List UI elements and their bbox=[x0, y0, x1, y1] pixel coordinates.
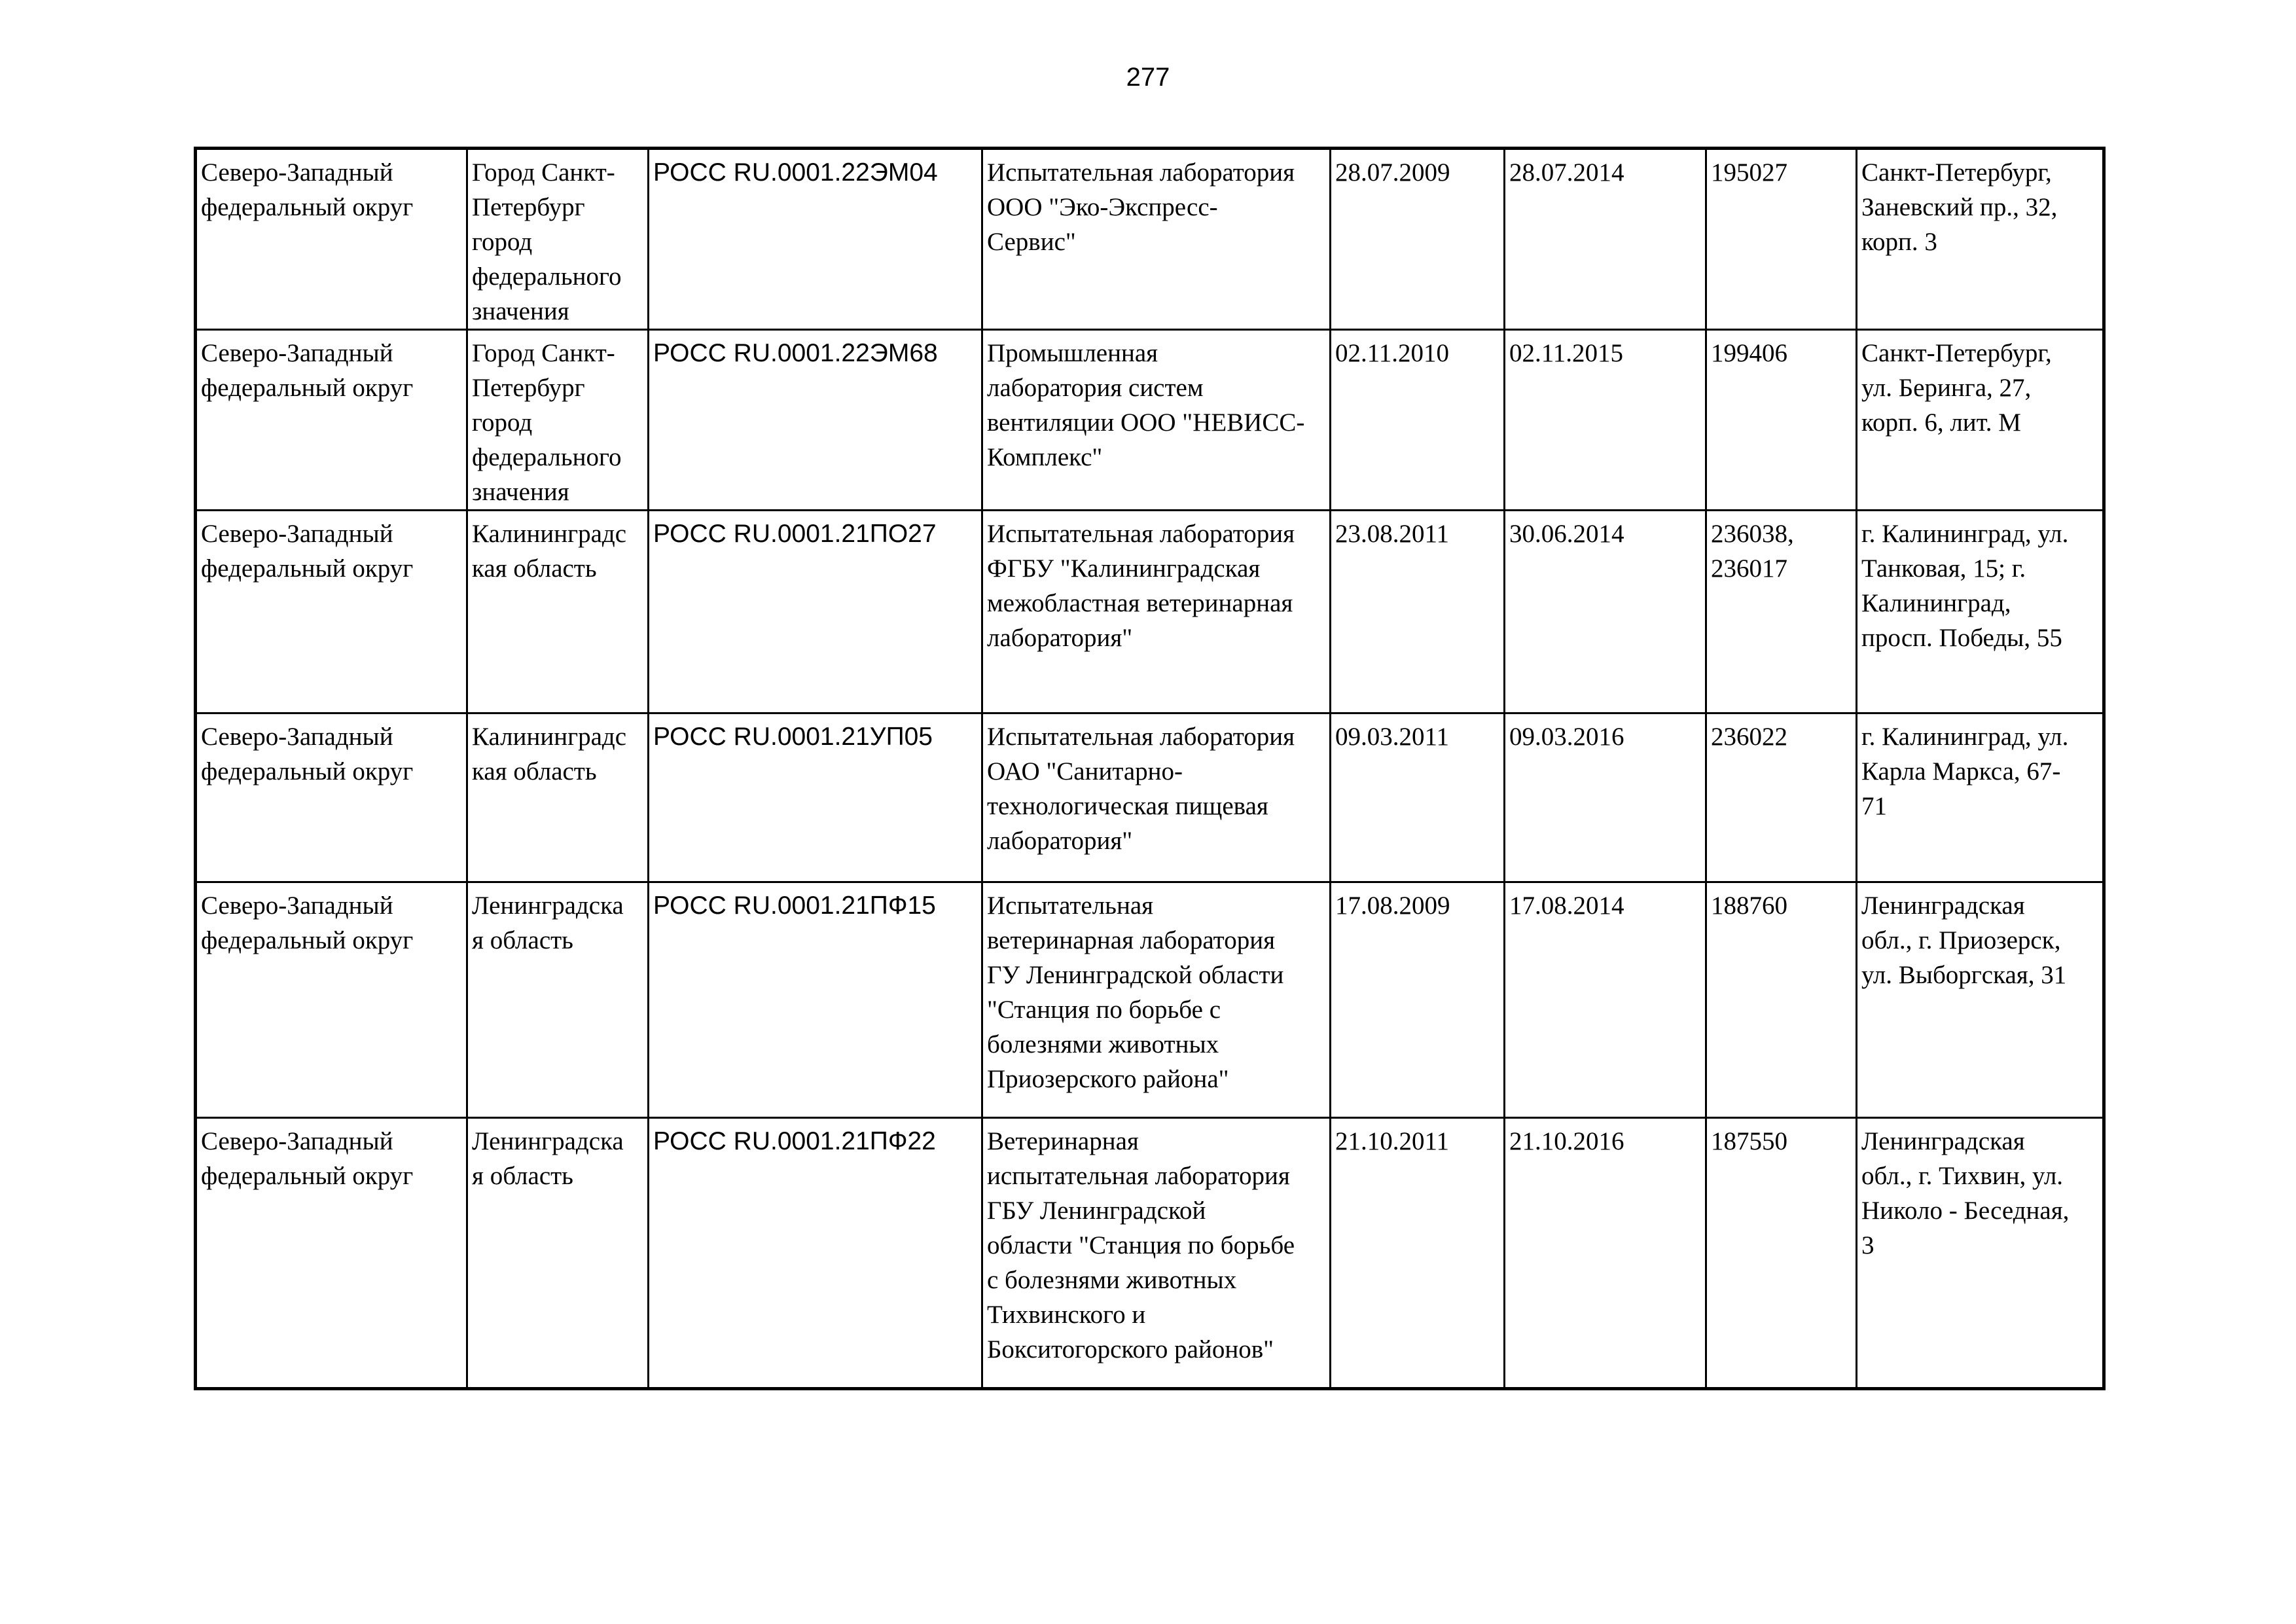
region-cell bbox=[467, 1118, 649, 1389]
region-cell bbox=[467, 713, 649, 882]
cell-line: РОСС RU.0001.22ЭМ68 bbox=[653, 339, 938, 367]
district-cell bbox=[196, 1118, 467, 1389]
page-number: 277 bbox=[1126, 63, 1170, 92]
cell-line: 30.06.2014 bbox=[1509, 520, 1624, 548]
cell-line: Заневский пр., 32, bbox=[1861, 193, 2058, 221]
district-cell bbox=[196, 882, 467, 1118]
cell-line: кая область bbox=[472, 757, 597, 785]
cell-line: РОСС RU.0001.21ПФ15 bbox=[653, 892, 936, 920]
cell-line: ООО "Эко-Экспресс- bbox=[987, 193, 1218, 221]
cell-line: 21.10.2016 bbox=[1509, 1127, 1624, 1155]
cell-line: ул. Выборгская, 31 bbox=[1861, 961, 2067, 989]
registry-body bbox=[196, 149, 2104, 1389]
cell-line: 236017 bbox=[1711, 554, 1787, 583]
region-cell bbox=[467, 882, 649, 1118]
postcode-cell bbox=[1706, 1118, 1857, 1389]
cell-line: 02.11.2010 bbox=[1335, 339, 1450, 367]
cell-line: Ленинградска bbox=[472, 892, 624, 920]
table-row bbox=[196, 1118, 2104, 1389]
cell-line: "Станция по борьбе с bbox=[987, 996, 1221, 1024]
address-cell bbox=[1857, 511, 2104, 713]
table-row bbox=[196, 713, 2104, 882]
cell-line: корп. 3 bbox=[1861, 228, 1937, 256]
cell-line: 23.08.2011 bbox=[1335, 520, 1450, 548]
table-row bbox=[196, 149, 2104, 330]
cell-line: ОАО "Санитарно- bbox=[987, 757, 1183, 785]
cell-line: обл., г. Тихвин, ул. bbox=[1861, 1162, 2064, 1190]
cell-line: Промышленная bbox=[987, 339, 1158, 367]
date-from-cell bbox=[1331, 330, 1505, 511]
cell-line: технологическая пищевая bbox=[987, 792, 1268, 820]
cell-line: Тихвинского и bbox=[987, 1301, 1146, 1329]
cell-line: Санкт-Петербург, bbox=[1861, 158, 2052, 187]
cell-line: болезнями животных bbox=[987, 1030, 1219, 1058]
laboratory-name-cell bbox=[982, 330, 1331, 511]
postcode-cell bbox=[1706, 149, 1857, 330]
accreditation-code-cell bbox=[649, 1118, 982, 1389]
cell-line: Испытательная bbox=[987, 892, 1154, 920]
cell-line: Николо - Беседная, bbox=[1861, 1197, 2070, 1225]
cell-line: значения bbox=[472, 297, 569, 325]
cell-line: 3 bbox=[1861, 1231, 1874, 1259]
cell-line: 199406 bbox=[1711, 339, 1787, 367]
cell-line: Санкт-Петербург, bbox=[1861, 339, 2052, 367]
cell-line: Танковая, 15; г. bbox=[1861, 554, 2026, 583]
accreditation-code-cell bbox=[649, 713, 982, 882]
cell-line: Ветеринарная bbox=[987, 1127, 1139, 1155]
cell-line: Северо-Западный bbox=[201, 892, 393, 920]
cell-line: Ленинградская bbox=[1861, 1127, 2025, 1155]
address-cell bbox=[1857, 149, 2104, 330]
cell-line: значения bbox=[472, 478, 569, 506]
cell-line: межобластная ветеринарная bbox=[987, 589, 1293, 617]
date-from-cell bbox=[1331, 882, 1505, 1118]
cell-line: федеральный округ bbox=[201, 193, 414, 221]
cell-line: я область bbox=[472, 926, 573, 954]
cell-line: 17.08.2014 bbox=[1509, 892, 1624, 920]
cell-line: Город Санкт- bbox=[472, 339, 615, 367]
cell-line: 28.07.2014 bbox=[1509, 158, 1624, 187]
cell-line: Ленинградска bbox=[472, 1127, 624, 1155]
date-from-cell bbox=[1331, 511, 1505, 713]
region-cell bbox=[467, 511, 649, 713]
cell-line: РОСС RU.0001.22ЭМ04 bbox=[653, 158, 938, 187]
cell-line: Северо-Западный bbox=[201, 1127, 393, 1155]
cell-line: город bbox=[472, 408, 533, 437]
laboratory-name-cell bbox=[982, 511, 1331, 713]
district-cell bbox=[196, 330, 467, 511]
cell-line: Северо-Западный bbox=[201, 158, 393, 187]
cell-line: лаборатория" bbox=[987, 624, 1133, 652]
date-to-cell bbox=[1505, 1118, 1706, 1389]
cell-line: я область bbox=[472, 1162, 573, 1190]
date-from-cell bbox=[1331, 1118, 1505, 1389]
cell-line: Калининградс bbox=[472, 520, 627, 548]
cell-line: Испытательная лаборатория bbox=[987, 723, 1295, 751]
date-to-cell bbox=[1505, 713, 1706, 882]
cell-line: 09.03.2011 bbox=[1335, 723, 1450, 751]
cell-line: РОСС RU.0001.21ПО27 bbox=[653, 520, 937, 548]
district-cell bbox=[196, 149, 467, 330]
cell-line: 187550 bbox=[1711, 1127, 1787, 1155]
cell-line: федеральный округ bbox=[201, 374, 414, 402]
cell-line: Северо-Западный bbox=[201, 723, 393, 751]
table-row bbox=[196, 511, 2104, 713]
cell-line: ветеринарная лаборатория bbox=[987, 926, 1276, 954]
address-cell bbox=[1857, 1118, 2104, 1389]
cell-line: 236038, bbox=[1711, 520, 1794, 548]
cell-line: 02.11.2015 bbox=[1509, 339, 1624, 367]
postcode-cell bbox=[1706, 330, 1857, 511]
cell-line: Калининградс bbox=[472, 723, 627, 751]
cell-line: федеральный округ bbox=[201, 1162, 414, 1190]
cell-line: федеральный округ bbox=[201, 926, 414, 954]
cell-line: ФГБУ "Калининградская bbox=[987, 554, 1261, 583]
cell-line: испытательная лаборатория bbox=[987, 1162, 1290, 1190]
date-to-cell bbox=[1505, 511, 1706, 713]
laboratory-name-cell bbox=[982, 1118, 1331, 1389]
cell-line: Сервис" bbox=[987, 228, 1076, 256]
laboratory-name-cell bbox=[982, 149, 1331, 330]
cell-line: области "Станция по борьбе bbox=[987, 1231, 1295, 1259]
laboratory-name-cell bbox=[982, 882, 1331, 1118]
date-to-cell bbox=[1505, 149, 1706, 330]
cell-line: ГБУ Ленинградской bbox=[987, 1197, 1206, 1225]
cell-line: ул. Беринга, 27, bbox=[1861, 374, 2032, 402]
date-to-cell bbox=[1505, 330, 1706, 511]
cell-line: 195027 bbox=[1711, 158, 1787, 187]
cell-line: кая область bbox=[472, 554, 597, 583]
table-row bbox=[196, 882, 2104, 1118]
cell-line: просп. Победы, 55 bbox=[1861, 624, 2062, 652]
cell-line: ГУ Ленинградской области bbox=[987, 961, 1284, 989]
cell-line: Бокситогорского районов" bbox=[987, 1335, 1274, 1363]
laboratory-registry-table bbox=[194, 147, 2106, 1390]
cell-line: 09.03.2016 bbox=[1509, 723, 1624, 751]
district-cell bbox=[196, 511, 467, 713]
address-cell bbox=[1857, 882, 2104, 1118]
accreditation-code-cell bbox=[649, 511, 982, 713]
cell-line: 188760 bbox=[1711, 892, 1787, 920]
cell-line: Испытательная лаборатория bbox=[987, 158, 1295, 187]
cell-line: федеральный округ bbox=[201, 757, 414, 785]
accreditation-code-cell bbox=[649, 149, 982, 330]
accreditation-code-cell bbox=[649, 330, 982, 511]
cell-line: 21.10.2011 bbox=[1335, 1127, 1450, 1155]
address-cell bbox=[1857, 330, 2104, 511]
cell-line: федеральный округ bbox=[201, 554, 414, 583]
laboratory-name-cell bbox=[982, 713, 1331, 882]
cell-line: 71 bbox=[1861, 792, 1887, 820]
cell-line: 17.08.2009 bbox=[1335, 892, 1450, 920]
cell-line: лаборатория" bbox=[987, 827, 1133, 855]
cell-line: Испытательная лаборатория bbox=[987, 520, 1295, 548]
cell-line: вентиляции ООО "НЕВИСС- bbox=[987, 408, 1305, 437]
cell-line: лаборатория систем bbox=[987, 374, 1204, 402]
postcode-cell bbox=[1706, 882, 1857, 1118]
cell-line: РОСС RU.0001.21УП05 bbox=[653, 723, 933, 751]
cell-line: обл., г. Приозерск, bbox=[1861, 926, 2061, 954]
cell-line: федерального bbox=[472, 443, 622, 471]
region-cell bbox=[467, 149, 649, 330]
date-from-cell bbox=[1331, 713, 1505, 882]
cell-line: г. Калининград, ул. bbox=[1861, 723, 2069, 751]
cell-line: 236022 bbox=[1711, 723, 1787, 751]
cell-line: Петербург bbox=[472, 193, 585, 221]
postcode-cell bbox=[1706, 713, 1857, 882]
cell-line: Ленинградская bbox=[1861, 892, 2025, 920]
cell-line: с болезнями животных bbox=[987, 1266, 1237, 1294]
table-row bbox=[196, 330, 2104, 511]
cell-line: Приозерского района" bbox=[987, 1065, 1229, 1093]
date-from-cell bbox=[1331, 149, 1505, 330]
cell-line: корп. 6, лит. М bbox=[1861, 408, 2021, 437]
cell-line: РОСС RU.0001.21ПФ22 bbox=[653, 1127, 936, 1155]
cell-line: Северо-Западный bbox=[201, 520, 393, 548]
address-cell bbox=[1857, 713, 2104, 882]
cell-line: Калининград, bbox=[1861, 589, 2011, 617]
cell-line: Город Санкт- bbox=[472, 158, 615, 187]
accreditation-code-cell bbox=[649, 882, 982, 1118]
date-to-cell bbox=[1505, 882, 1706, 1118]
district-cell bbox=[196, 713, 467, 882]
cell-line: Карла Маркса, 67- bbox=[1861, 757, 2061, 785]
cell-line: Комплекс" bbox=[987, 443, 1103, 471]
cell-line: г. Калининград, ул. bbox=[1861, 520, 2069, 548]
cell-line: город bbox=[472, 228, 533, 256]
region-cell bbox=[467, 330, 649, 511]
cell-line: Петербург bbox=[472, 374, 585, 402]
postcode-cell bbox=[1706, 511, 1857, 713]
cell-line: 28.07.2009 bbox=[1335, 158, 1450, 187]
cell-line: федерального bbox=[472, 262, 622, 291]
cell-line: Северо-Западный bbox=[201, 339, 393, 367]
